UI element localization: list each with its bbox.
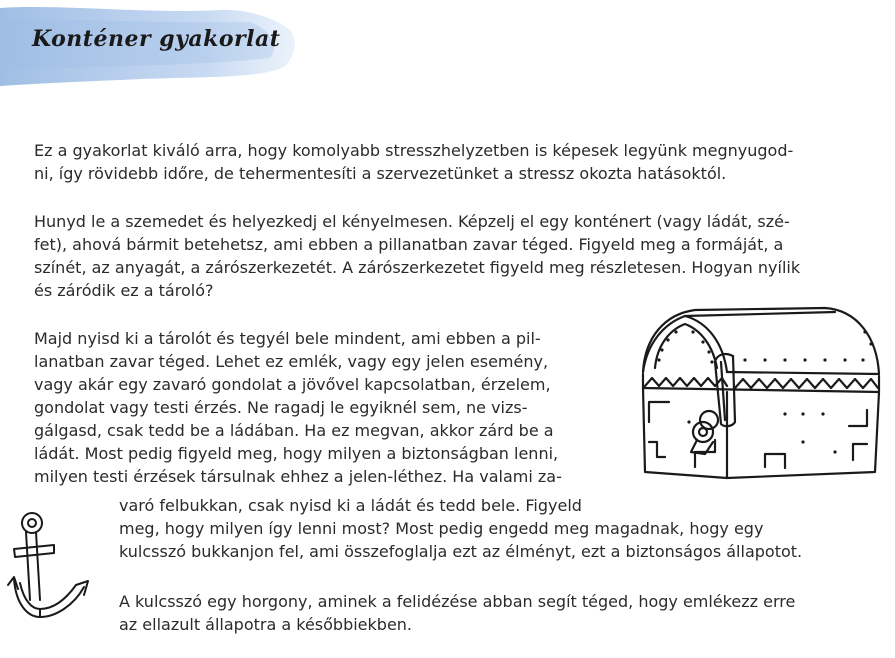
text-line: Hunyd le a szemedet és helyezkedj el kényelmesen. Képzelj el egy konténert (vagy ládát, szé- [34,212,790,231]
title-banner [0,0,300,90]
text-line: kulcsszó bukkanjon fel, ami összefoglalja ezt az élményt, ezt a biztonságos állapotot. [119,542,803,561]
text-line: ládát. Most pedig figyeld meg, hogy milyen a biztonságban lenni, [34,444,559,463]
page-title: Konténer gyakorlat [32,26,281,52]
paragraph-intro [34,139,793,185]
text-line: színét, az anyagát, a zárószerkezetét. A zárószerkezetet figyeld meg részletesen. Hogyan nyílik [34,258,801,277]
text-line: és záródik ez a tároló? [34,281,214,300]
paragraph-keyword [119,494,802,563]
text-line: lanatban zavar téged. Lehet ez emlék, vagy egy jelen esemény, [34,352,549,371]
text-line: milyen testi érzések társulnak ehhez a jelen-léthez. Ha valami za- [34,467,562,486]
text-line: az ellazult állapotra a későbbiekben. [119,615,413,634]
paragraph-anchor [119,590,795,636]
text-line: Ez a gyakorlat kiváló arra, hogy komolyabb stresszhelyzetben is képesek legyünk megnyugod- [34,141,794,160]
text-line: fet), ahová bármit betehetsz, ami ebben a pillanatban zavar téged. Figyeld meg a formáját, a [34,235,784,254]
text-line: vagy akár egy zavaró gondolat a jövővel kapcsolatban, érzelem, [34,375,551,394]
text-line: gondolat vagy testi érzés. Ne ragadj le egyiknél sem, ne vizs- [34,398,528,417]
text-line: A kulcsszó egy horgony, aminek a felidézése abban segít téged, hogy emlékezz erre [119,592,796,611]
treasure-chest-icon [635,302,885,487]
text-line: Majd nyisd ki a tárolót és tegyél bele mindent, ami ebben a pil- [34,329,541,348]
text-line: ni, így rövidebb időre, de tehermentesíti a szervezetünket a stressz okozta hatásoktól. [34,164,727,183]
text-line: meg, hogy milyen így lenni most? Most pedig engedd meg magadnak, hogy egy [119,519,764,538]
paragraph-instructions [34,210,800,302]
text-line: gálgasd, csak tedd be a ládában. Ha ez megvan, akkor zárd be a [34,421,554,440]
anchor-icon [4,505,104,645]
paragraph-open-container [34,327,562,488]
text-line: varó felbukkan, csak nyisd ki a ládát és tedd bele. Figyeld [119,496,582,515]
